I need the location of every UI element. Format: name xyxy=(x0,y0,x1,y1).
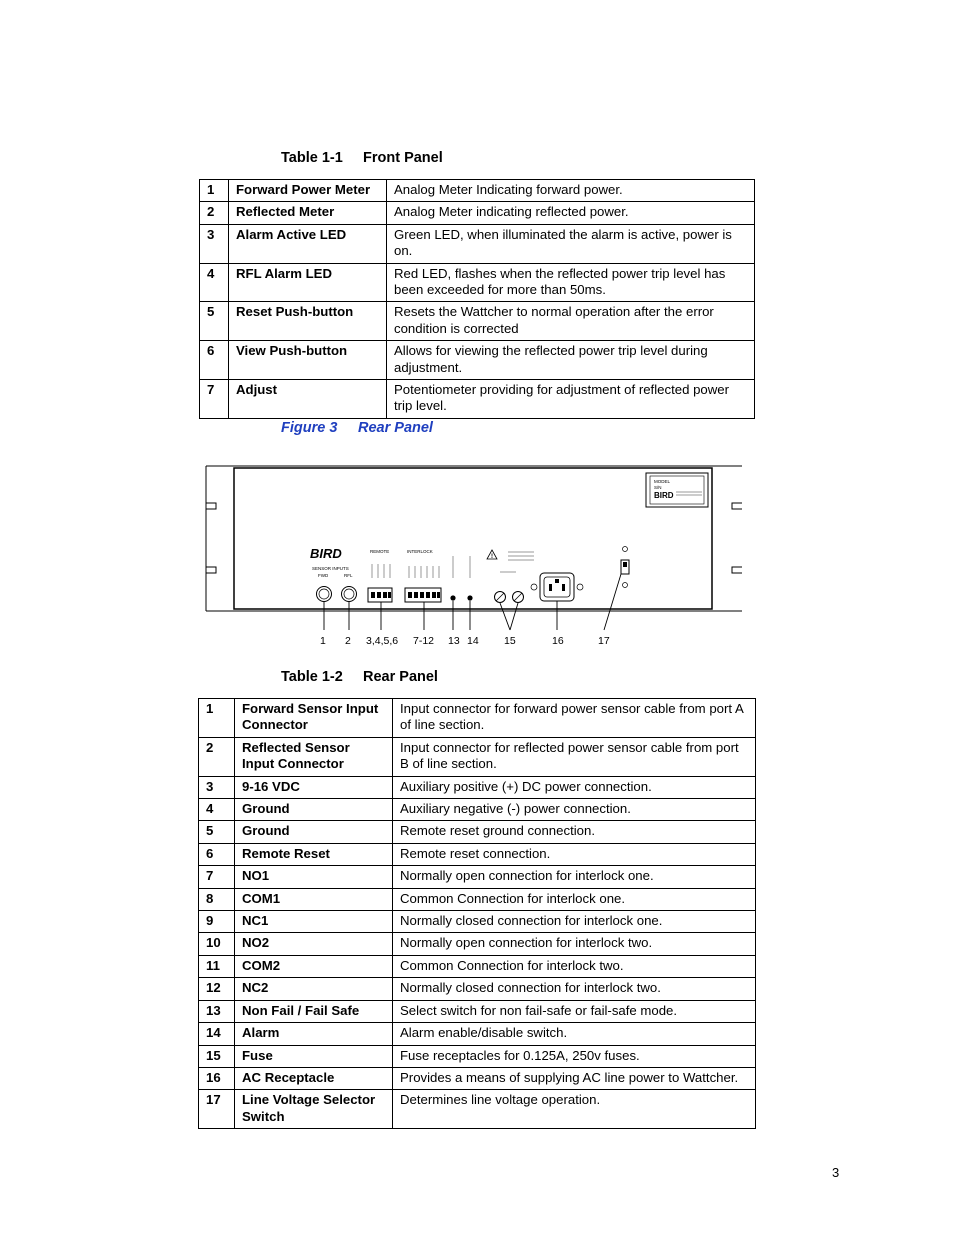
row-item-name: Alarm xyxy=(235,1023,393,1045)
figure-number: Figure 3 xyxy=(281,420,338,436)
remote-label: REMOTE xyxy=(370,549,390,554)
rear-panel-diagram xyxy=(200,460,750,650)
row-item-name: Ground xyxy=(235,821,393,843)
row-item-name: AC Receptacle xyxy=(235,1067,393,1089)
callout-15: 15 xyxy=(504,635,516,647)
row-description: Remote reset connection. xyxy=(393,843,756,865)
table-1-caption xyxy=(281,150,443,166)
row-description: Analog Meter indicating reflected power. xyxy=(387,202,755,224)
row-item-name: NC1 xyxy=(235,911,393,933)
callout-16: 16 xyxy=(552,635,564,647)
sensor-inputs-label: SENSOR INPUTS xyxy=(312,566,349,571)
table-row xyxy=(199,955,756,977)
table-row xyxy=(199,1023,756,1045)
row-number: 3 xyxy=(200,224,229,263)
row-item-name: Alarm Active LED xyxy=(229,224,387,263)
table-row xyxy=(199,978,756,1000)
table-row xyxy=(199,1000,756,1022)
row-description: Determines line voltage operation. xyxy=(393,1090,756,1129)
table-1-number: Table 1-1 xyxy=(281,150,343,166)
row-number: 4 xyxy=(199,799,235,821)
figure-title: Rear Panel xyxy=(358,420,433,436)
row-description: Analog Meter Indicating forward power. xyxy=(387,180,755,202)
table-row xyxy=(200,202,755,224)
row-item-name: Remote Reset xyxy=(235,843,393,865)
row-number: 5 xyxy=(199,821,235,843)
row-description: Red LED, flashes when the reflected power trip level has been exceeded for more than 50ms. xyxy=(387,263,755,302)
table-row xyxy=(200,263,755,302)
plate-logo: BIRD xyxy=(654,491,674,500)
table-row xyxy=(199,911,756,933)
row-description: Alarm enable/disable switch. xyxy=(393,1023,756,1045)
table-row xyxy=(199,776,756,798)
table-row xyxy=(199,799,756,821)
row-description: Potentiometer providing for adjustment of reflected power trip level. xyxy=(387,380,755,419)
row-item-name: Adjust xyxy=(229,380,387,419)
table-row xyxy=(199,843,756,865)
fail-safe-switch xyxy=(450,595,455,600)
row-number: 10 xyxy=(199,933,235,955)
row-description: Common Connection for interlock two. xyxy=(393,955,756,977)
row-item-name: RFL Alarm LED xyxy=(229,263,387,302)
fwd-label: FWD xyxy=(318,573,329,578)
row-item-name: NC2 xyxy=(235,978,393,1000)
row-number: 8 xyxy=(199,888,235,910)
row-item-name: NO1 xyxy=(235,866,393,888)
row-number: 17 xyxy=(199,1090,235,1129)
row-description: Fuse receptacles for 0.125A, 250v fuses. xyxy=(393,1045,756,1067)
table-1-title: Front Panel xyxy=(363,150,443,166)
rear-panel-table xyxy=(198,698,756,1129)
table-row xyxy=(200,302,755,341)
interlock-label: INTERLOCK xyxy=(407,549,433,554)
model-label: MODEL xyxy=(654,479,671,484)
row-description: Common Connection for interlock one. xyxy=(393,888,756,910)
row-description: Green LED, when illuminated the alarm is active, power is on. xyxy=(387,224,755,263)
row-item-name: Reflected Sensor Input Connector xyxy=(235,737,393,776)
row-number: 15 xyxy=(199,1045,235,1067)
table-row xyxy=(200,341,755,380)
table-row xyxy=(199,933,756,955)
row-description: Normally open connection for interlock one. xyxy=(393,866,756,888)
table-row xyxy=(199,888,756,910)
callout-13: 13 xyxy=(448,635,460,647)
row-number: 2 xyxy=(200,202,229,224)
svg-text:!: ! xyxy=(491,554,493,560)
row-description: Normally open connection for interlock two. xyxy=(393,933,756,955)
callout-17: 17 xyxy=(598,635,610,647)
row-number: 14 xyxy=(199,1023,235,1045)
table-row xyxy=(200,180,755,202)
callout-14: 14 xyxy=(467,635,479,647)
row-description: Provides a means of supplying AC line power to Wattcher. xyxy=(393,1067,756,1089)
row-item-name: 9-16 VDC xyxy=(235,776,393,798)
row-number: 3 xyxy=(199,776,235,798)
row-number: 6 xyxy=(200,341,229,380)
row-number: 1 xyxy=(200,180,229,202)
row-number: 16 xyxy=(199,1067,235,1089)
row-number: 4 xyxy=(200,263,229,302)
alarm-switch xyxy=(467,595,472,600)
rfl-label: RFL xyxy=(344,573,353,578)
sn-label: S/N xyxy=(654,485,662,490)
table-row xyxy=(200,224,755,263)
table-row xyxy=(199,699,756,738)
row-number: 12 xyxy=(199,978,235,1000)
table-row xyxy=(199,737,756,776)
row-description: Normally closed connection for interlock one. xyxy=(393,911,756,933)
row-number: 7 xyxy=(199,866,235,888)
table-2-caption xyxy=(281,669,438,685)
panel-face xyxy=(234,468,712,609)
row-item-name: Line Voltage Selector Switch xyxy=(235,1090,393,1129)
row-number: 7 xyxy=(200,380,229,419)
callout-2: 2 xyxy=(345,635,351,647)
table-row xyxy=(200,380,755,419)
row-number: 5 xyxy=(200,302,229,341)
row-description: Select switch for non fail-safe or fail-safe mode. xyxy=(393,1000,756,1022)
bird-logo: BIRD xyxy=(310,546,342,561)
row-number: 6 xyxy=(199,843,235,865)
row-item-name: Fuse xyxy=(235,1045,393,1067)
row-item-name: Reflected Meter xyxy=(229,202,387,224)
row-item-name: Ground xyxy=(235,799,393,821)
row-description: Input connector for reflected power sensor cable from port B of line section. xyxy=(393,737,756,776)
row-number: 2 xyxy=(199,737,235,776)
row-description: Input connector for forward power sensor cable from port A of line section. xyxy=(393,699,756,738)
table-row xyxy=(199,866,756,888)
row-description: Remote reset ground connection. xyxy=(393,821,756,843)
row-item-name: View Push-button xyxy=(229,341,387,380)
table-2-number: Table 1-2 xyxy=(281,669,343,685)
row-item-name: COM2 xyxy=(235,955,393,977)
row-item-name: Reset Push-button xyxy=(229,302,387,341)
row-description: Auxiliary positive (+) DC power connection. xyxy=(393,776,756,798)
callout-7-12: 7-12 xyxy=(413,635,435,647)
row-number: 1 xyxy=(199,699,235,738)
row-description: Auxiliary negative (-) power connection. xyxy=(393,799,756,821)
row-description: Allows for viewing the reflected power trip level during adjustment. xyxy=(387,341,755,380)
callout-1: 1 xyxy=(320,635,326,647)
row-number: 13 xyxy=(199,1000,235,1022)
row-number: 9 xyxy=(199,911,235,933)
row-item-name: NO2 xyxy=(235,933,393,955)
row-item-name: COM1 xyxy=(235,888,393,910)
page-number: 3 xyxy=(832,1165,840,1180)
table-row xyxy=(199,1067,756,1089)
row-item-name: Forward Power Meter xyxy=(229,180,387,202)
row-description: Resets the Wattcher to normal operation after the error condition is corrected xyxy=(387,302,755,341)
row-item-name: Non Fail / Fail Safe xyxy=(235,1000,393,1022)
row-item-name: Forward Sensor Input Connector xyxy=(235,699,393,738)
table-row xyxy=(199,821,756,843)
callout-3-6: 3,4,5,6 xyxy=(366,635,399,647)
table-row xyxy=(199,1090,756,1129)
row-number: 11 xyxy=(199,955,235,977)
row-description: Normally closed connection for interlock two. xyxy=(393,978,756,1000)
table-2-title: Rear Panel xyxy=(363,669,438,685)
figure-3-caption xyxy=(281,420,433,436)
front-panel-table xyxy=(199,179,755,419)
table-row xyxy=(199,1045,756,1067)
